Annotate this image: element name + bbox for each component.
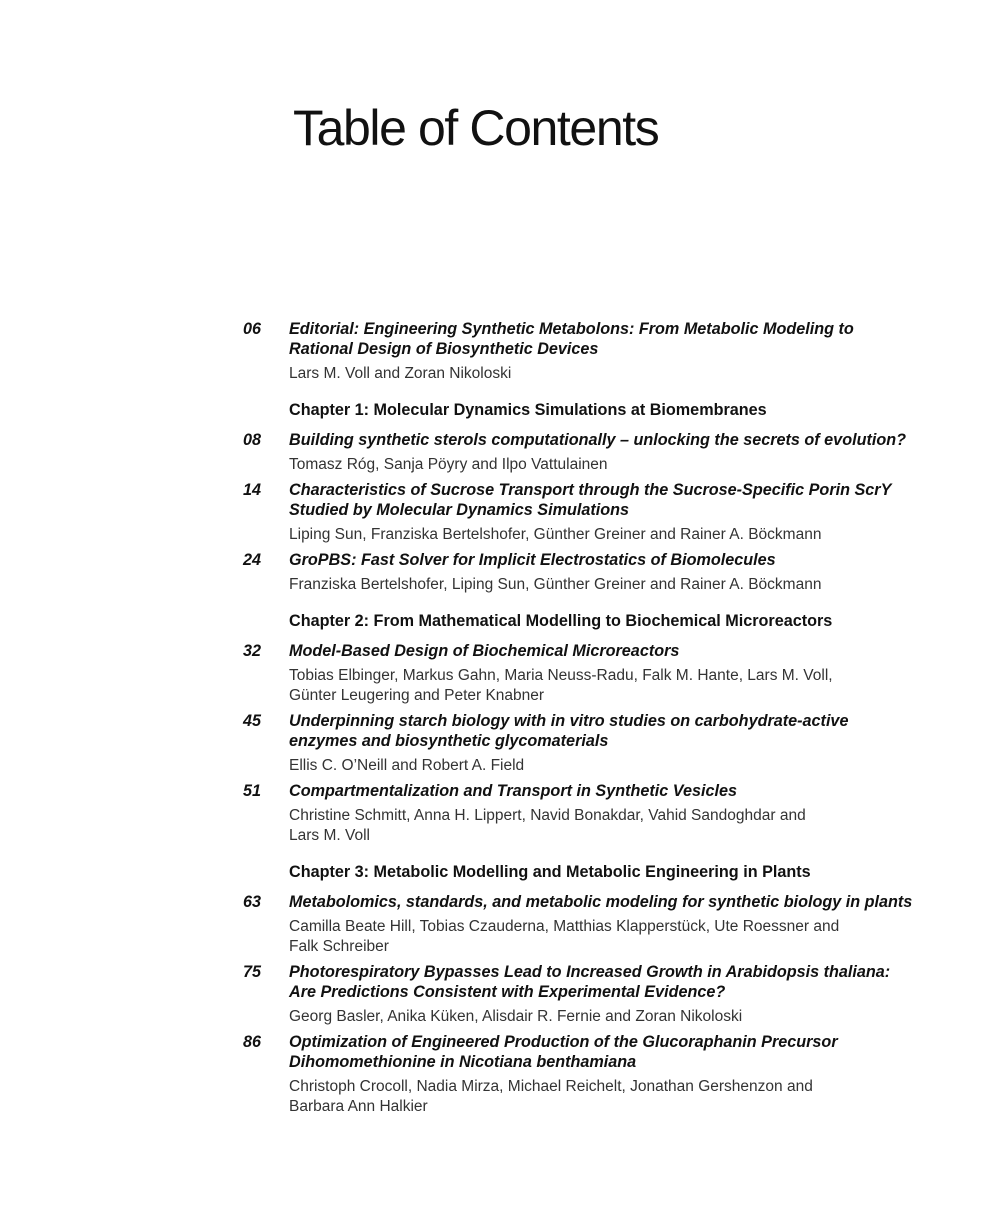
article-authors: Franziska Bertelshofer, Liping Sun, Günther Greiner and Rainer A. Böckmann xyxy=(289,576,822,593)
toc-entry[interactable] xyxy=(243,892,943,957)
article-authors: Tobias Elbinger, Markus Gahn, Maria Neuss-Radu, Falk M. Hante, Lars M. Voll, Günter Leugering and Peter Knabner xyxy=(289,667,833,704)
toc-entry[interactable] xyxy=(243,962,943,1027)
toc-entry[interactable] xyxy=(243,781,943,846)
article-title: Metabolomics, standards, and metabolic modeling for synthetic biology in plants xyxy=(289,893,913,911)
toc-entry[interactable] xyxy=(243,1032,943,1117)
page-number: 32 xyxy=(243,642,262,660)
toc-entry[interactable] xyxy=(243,711,943,776)
article-title: GroPBS: Fast Solver for Implicit Electrostatics of Biomolecules xyxy=(289,551,776,569)
chapter-heading: Chapter 3: Metabolic Modelling and Metabolic Engineering in Plants xyxy=(289,863,811,881)
page-number: 75 xyxy=(243,963,262,981)
page-number: 45 xyxy=(243,712,262,730)
page-number: 08 xyxy=(243,431,262,449)
page-number: 63 xyxy=(243,893,262,911)
article-title: Photorespiratory Bypasses Lead to Increased Growth in Arabidopsis thaliana: Are Predictions Consistent with Experimental Evidence? xyxy=(289,963,891,1001)
article-title: Model-Based Design of Biochemical Microreactors xyxy=(289,642,680,660)
page-title: Table of Contents xyxy=(293,100,659,156)
page-number: 86 xyxy=(243,1033,262,1051)
article-authors: Ellis C. O’Neill and Robert A. Field xyxy=(289,757,525,774)
page-number: 24 xyxy=(243,551,262,569)
article-authors: Liping Sun, Franziska Bertelshofer, Günther Greiner and Rainer A. Böckmann xyxy=(289,526,822,543)
article-authors: Tomasz Róg, Sanja Pöyry and Ilpo Vattulainen xyxy=(289,456,608,473)
article-title: Building synthetic sterols computationally – unlocking the secrets of evolution? xyxy=(289,431,907,449)
article-title: Characteristics of Sucrose Transport through the Sucrose-Specific Porin ScrY Studied by Molecular Dynamics Simulations xyxy=(289,481,892,519)
article-title: Editorial: Engineering Synthetic Metabolons: From Metabolic Modeling to Rational Design of Biosynthetic Devices xyxy=(289,320,854,358)
page-number: 14 xyxy=(243,481,262,499)
table-of-contents xyxy=(243,319,943,1122)
toc-entry[interactable] xyxy=(243,550,943,595)
article-title: Compartmentalization and Transport in Synthetic Vesicles xyxy=(289,782,737,800)
toc-entry-editorial[interactable] xyxy=(243,319,943,384)
toc-entry[interactable] xyxy=(243,641,943,706)
article-authors: Camilla Beate Hill, Tobias Czauderna, Matthias Klapperstück, Ute Roessner and Falk Schreiber xyxy=(289,918,840,955)
chapter-heading: Chapter 1: Molecular Dynamics Simulations at Biomembranes xyxy=(289,401,767,419)
article-title: Optimization of Engineered Production of the Glucoraphanin Precursor Dihomomethionine in Nicotiana benthamiana xyxy=(289,1033,838,1071)
article-authors: Christine Schmitt, Anna H. Lippert, Navid Bonakdar, Vahid Sandoghdar and Lars M. Voll xyxy=(289,807,806,844)
page-number: 06 xyxy=(243,320,262,338)
article-authors: Lars M. Voll and Zoran Nikoloski xyxy=(289,365,512,382)
page-number: 51 xyxy=(243,782,262,800)
toc-entry[interactable] xyxy=(243,430,943,475)
article-title: Underpinning starch biology with in vitro studies on carbohydrate-active enzymes and biosynthetic glycomaterials xyxy=(289,712,849,750)
article-authors: Georg Basler, Anika Küken, Alisdair R. Fernie and Zoran Nikoloski xyxy=(289,1008,743,1025)
chapter-heading: Chapter 2: From Mathematical Modelling to Biochemical Microreactors xyxy=(289,612,833,630)
article-authors: Christoph Crocoll, Nadia Mirza, Michael Reichelt, Jonathan Gershenzon and Barbara Ann Halkier xyxy=(289,1078,813,1115)
toc-entry[interactable] xyxy=(243,480,943,545)
